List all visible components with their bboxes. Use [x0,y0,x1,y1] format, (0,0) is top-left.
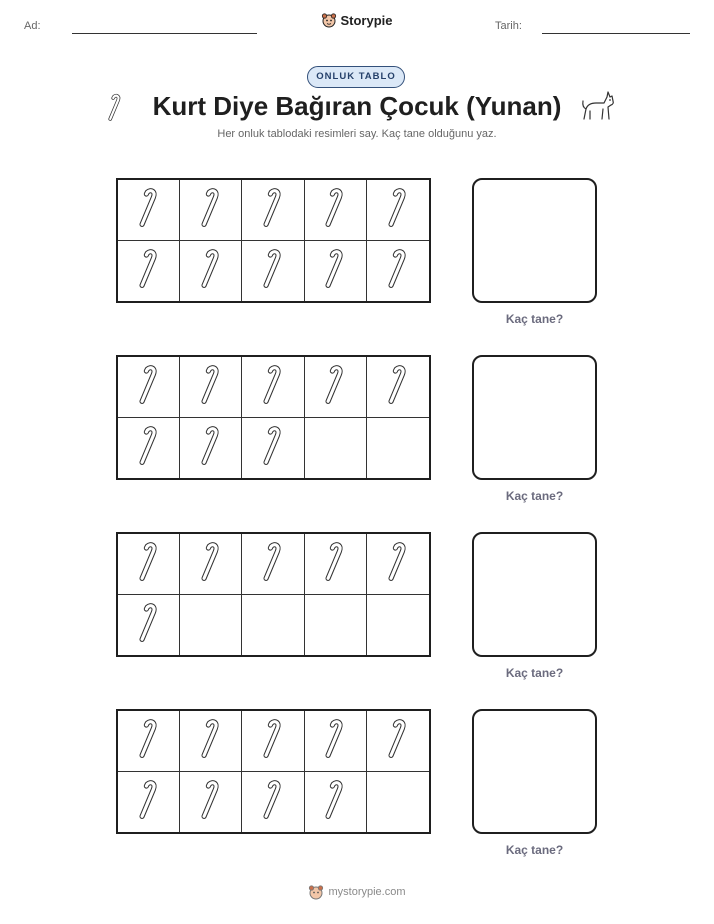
name-line[interactable] [72,33,257,34]
candy-cane-icon [260,243,286,298]
ten-frame-cell [305,534,367,595]
ten-frame-cell [180,534,242,595]
page-title: Kurt Diye Bağıran Çocuk (Yunan) [152,91,562,121]
ten-frame-cell [242,711,304,772]
wolf-icon [580,89,616,123]
ten-frame-cell [367,418,429,479]
candy-cane-icon [385,536,411,591]
footer-url[interactable]: mystorypie.com [328,886,406,898]
ten-frame-cell [180,241,242,302]
ten-frame-cell [367,357,429,418]
ten-frame-cell [118,357,180,418]
candy-cane-icon [136,536,162,591]
ten-frame-cell [242,418,304,479]
brand [0,12,714,33]
ten-frame-cell [180,180,242,241]
ten-frame-cell [180,772,242,833]
date-label: Tarih: [495,20,522,32]
candy-cane-icon [260,536,286,591]
ten-frame-cell [367,595,429,656]
candy-cane-icon [385,713,411,768]
candy-cane-icon [322,243,348,298]
candy-cane-icon [136,597,162,652]
date-line[interactable] [542,33,690,34]
worksheet-type-badge: ONLUK TABLO [307,66,405,88]
ten-frame-cell [118,180,180,241]
count-prompt: Kaç tane? [505,666,564,680]
ten-frame-cell [180,418,242,479]
instructions: Her onluk tablodaki resimleri say. Kaç tane olduğunu yaz. [217,128,497,140]
candy-cane-icon [136,713,162,768]
ten-frame-cell [118,595,180,656]
ten-frame-cell [305,772,367,833]
ten-frame-cell [367,772,429,833]
candy-cane-icon [198,359,224,414]
ten-frame-cell [305,241,367,302]
candy-cane-icon [385,243,411,298]
candy-cane-icon [198,420,224,475]
candy-cane-icon [385,359,411,414]
candy-cane-icon [136,182,162,237]
ten-frame-cell [180,357,242,418]
name-label: Ad: [24,20,41,32]
candy-cane-icon [322,359,348,414]
ten-frame-cell [305,357,367,418]
candy-cane-icon [322,182,348,237]
candy-cane-icon [136,359,162,414]
ten-frame [116,709,431,834]
brand-name: Storypie [340,12,393,28]
candy-cane-icon [260,359,286,414]
ten-frame-cell [367,534,429,595]
candy-cane-icon [260,774,286,829]
ten-frame-cell [242,534,304,595]
candy-cane-icon [136,243,162,298]
count-prompt: Kaç tane? [505,312,564,326]
ten-frame [116,178,431,303]
answer-box[interactable] [472,709,597,834]
ten-frame-cell [305,180,367,241]
ten-frame [116,355,431,480]
ten-frame-cell [367,241,429,302]
storypie-logo-icon [308,884,324,900]
candy-cane-icon [198,536,224,591]
ten-frame-cell [118,772,180,833]
candy-cane-icon [136,420,162,475]
ten-frame-cell [242,241,304,302]
ten-frame-cell [367,180,429,241]
storypie-logo-icon [321,12,337,28]
answer-box[interactable] [472,532,597,657]
candy-cane-icon [322,536,348,591]
ten-frame [116,532,431,657]
footer [0,884,714,903]
ten-frame-cell [242,357,304,418]
candy-cane-icon [198,182,224,237]
candy-cane-icon [198,713,224,768]
ten-frame-cell [367,711,429,772]
ten-frame-cell [242,772,304,833]
answer-box[interactable] [472,178,597,303]
ten-frame-cell [242,180,304,241]
candy-cane-icon [260,713,286,768]
ten-frame-cell [118,534,180,595]
candy-cane-icon [260,182,286,237]
ten-frame-cell [118,418,180,479]
count-prompt: Kaç tane? [505,489,564,503]
candy-cane-icon [322,774,348,829]
count-prompt: Kaç tane? [505,843,564,857]
ten-frame-cell [180,711,242,772]
ten-frame-cell [305,711,367,772]
candy-cane-icon [198,243,224,298]
ten-frame-cell [305,418,367,479]
ten-frame-cell [118,241,180,302]
answer-box[interactable] [472,355,597,480]
candy-cane-icon [385,182,411,237]
ten-frame-cell [242,595,304,656]
ten-frame-cell [305,595,367,656]
candy-cane-icon [136,774,162,829]
candy-cane-icon [322,713,348,768]
ten-frame-cell [118,711,180,772]
candy-cane-icon [260,420,286,475]
candy-cane-icon [198,774,224,829]
ten-frame-cell [180,595,242,656]
